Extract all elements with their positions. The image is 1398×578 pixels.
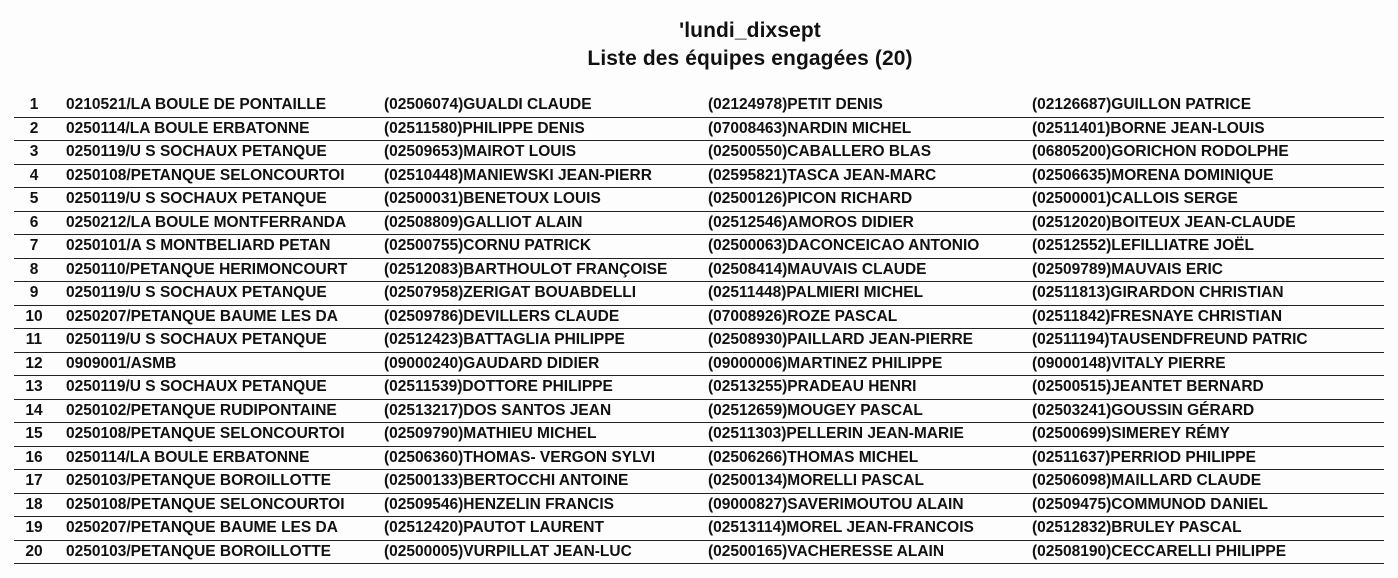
team-player-2: (02508414)MAUVAIS CLAUDE (708, 260, 927, 278)
team-club: 0250114/LA BOULE ERBATONNE (66, 119, 310, 137)
team-club: 0250101/A S MONTBELIARD PETAN (66, 237, 331, 254)
team-player-2: (07008463)NARDIN MICHEL (708, 119, 912, 137)
team-player-2: (02512546)AMOROS DIDIER (708, 213, 914, 231)
team-player-2: (07008926)ROZE PASCAL (708, 307, 898, 325)
team-player-1: (02509786)DEVILLERS CLAUDE (384, 307, 620, 325)
team-row (14, 447, 1384, 471)
team-row (14, 118, 1384, 142)
team-player-1: (02511539)DOTTORE PHILIPPE (384, 378, 613, 395)
team-player-1: (02512083)BARTHOULOT FRANÇOISE (384, 260, 668, 278)
teams-table (14, 94, 1384, 564)
team-player-2: (02500134)MORELLI PASCAL (708, 472, 924, 489)
team-row (14, 494, 1384, 518)
team-player-2: (02512659)MOUGEY PASCAL (708, 401, 923, 419)
team-number: 16 (25, 448, 43, 466)
team-row (14, 329, 1384, 353)
team-player-1: (02500133)BERTOCCHI ANTOINE (384, 472, 629, 489)
team-club: 0250207/PETANQUE BAUME LES DA (66, 307, 338, 325)
team-player-3: (02511401)BORNE JEAN-LOUIS (1032, 119, 1265, 137)
team-number: 2 (29, 119, 39, 137)
team-player-1: (02500031)BENETOUX LOUIS (384, 190, 601, 207)
team-row (14, 212, 1384, 236)
team-player-2: (09000006)MARTINEZ PHILIPPE (708, 354, 943, 372)
team-row (14, 400, 1384, 424)
team-player-1: (02513217)DOS SANTOS JEAN (384, 401, 612, 419)
team-player-3: (02511813)GIRARDON CHRISTIAN (1032, 284, 1284, 301)
team-number: 18 (25, 495, 43, 513)
team-number: 20 (25, 542, 43, 560)
team-player-3: (02511194)TAUSENDFREUND PATRIC (1032, 331, 1308, 348)
team-club: 0250108/PETANQUE SELONCOURTOI (66, 495, 345, 513)
team-club: 0250119/U S SOCHAUX PETANQUE (66, 190, 327, 207)
team-player-1: (02510448)MANIEWSKI JEAN-PIERR (384, 166, 652, 184)
team-club: 0250103/PETANQUE BOROILLOTTE (66, 472, 331, 489)
team-number: 8 (29, 260, 39, 278)
team-club: 0250212/LA BOULE MONTFERRANDA (66, 213, 347, 231)
team-club: 0250108/PETANQUE SELONCOURTOI (66, 425, 345, 442)
team-row (14, 141, 1384, 165)
team-player-3: (02508190)CECCARELLI PHILIPPE (1032, 542, 1287, 560)
team-row (14, 259, 1384, 283)
team-club: 0250119/U S SOCHAUX PETANQUE (66, 143, 327, 160)
team-player-3: (02512552)LEFILLIATRE JOËL (1032, 237, 1254, 254)
team-player-3: (02511842)FRESNAYE CHRISTIAN (1032, 307, 1283, 325)
team-club: 0250207/PETANQUE BAUME LES DA (66, 519, 338, 536)
team-player-3: (02506635)MORENA DOMINIQUE (1032, 166, 1274, 184)
team-player-3: (02509789)MAUVAIS ERIC (1032, 260, 1223, 278)
team-club: 0250114/LA BOULE ERBATONNE (66, 448, 310, 466)
team-number: 15 (25, 425, 43, 442)
team-player-1: (02512420)PAUTOT LAURENT (384, 519, 604, 536)
team-player-1: (02507958)ZERIGAT BOUABDELLI (384, 284, 637, 301)
team-player-3: (02512832)BRULEY PASCAL (1032, 519, 1242, 536)
team-player-1: (02509546)HENZELIN FRANCIS (384, 495, 614, 513)
team-club: 0250110/PETANQUE HERIMONCOURT (66, 260, 348, 278)
team-number: 19 (25, 519, 43, 536)
team-player-1: (02506074)GUALDI CLAUDE (384, 96, 592, 113)
team-row (14, 94, 1384, 118)
team-player-2: (09000827)SAVERIMOUTOU ALAIN (708, 495, 964, 513)
team-player-3: (02509475)COMMUNOD DANIEL (1032, 495, 1268, 513)
team-number: 17 (25, 472, 43, 489)
team-row (14, 353, 1384, 377)
team-player-3: (02506098)MAILLARD CLAUDE (1032, 472, 1262, 489)
team-club: 0250119/U S SOCHAUX PETANQUE (66, 284, 327, 301)
team-row (14, 188, 1384, 212)
team-row (14, 282, 1384, 306)
team-player-3: (02500699)SIMEREY RÉMY (1032, 425, 1230, 442)
document-title: 'lundi_dixsept (679, 19, 821, 42)
team-club: 0250119/U S SOCHAUX PETANQUE (66, 331, 327, 348)
team-player-3: (02500001)CALLOIS SERGE (1032, 190, 1238, 207)
team-club: 0250119/U S SOCHAUX PETANQUE (66, 378, 327, 395)
team-club: 0909001/ASMB (66, 354, 177, 372)
team-number: 11 (25, 331, 43, 348)
team-player-1: (02500755)CORNU PATRICK (384, 237, 592, 254)
team-row (14, 423, 1384, 447)
team-player-3: (02500515)JEANTET BERNARD (1032, 378, 1264, 395)
team-player-1: (02509790)MATHIEU MICHEL (384, 425, 597, 442)
team-number: 12 (25, 354, 43, 372)
team-player-1: (09000240)GAUDARD DIDIER (384, 354, 600, 372)
team-player-1: (02508809)GALLIOT ALAIN (384, 213, 583, 231)
team-number: 3 (29, 143, 39, 160)
team-player-3: (09000148)VITALY PIERRE (1032, 354, 1226, 372)
team-player-2: (02124978)PETIT DENIS (708, 96, 883, 113)
team-player-1: (02500005)VURPILLAT JEAN-LUC (384, 542, 632, 560)
team-row (14, 541, 1384, 565)
team-player-2: (02508930)PAILLARD JEAN-PIERRE (708, 331, 974, 348)
team-player-2: (02500550)CABALLERO BLAS (708, 143, 932, 160)
team-number: 4 (29, 166, 39, 184)
team-row (14, 376, 1384, 400)
team-player-2: (02500126)PICON RICHARD (708, 190, 913, 207)
team-player-2: (02513255)PRADEAU HENRI (708, 378, 917, 395)
team-player-1: (02509653)MAIROT LOUIS (384, 143, 577, 160)
team-club: 0250102/PETANQUE RUDIPONTAINE (66, 401, 337, 419)
team-row (14, 165, 1384, 189)
team-player-2: (02500165)VACHERESSE ALAIN (708, 542, 945, 560)
team-club: 0210521/LA BOULE DE PONTAILLE (66, 96, 327, 113)
team-player-3: (02126687)GUILLON PATRICE (1032, 96, 1252, 113)
team-number: 14 (25, 401, 43, 419)
team-player-3: (06805200)GORICHON RODOLPHE (1032, 143, 1289, 160)
team-row (14, 517, 1384, 541)
team-player-1: (02506360)THOMAS- VERGON SYLVI (384, 448, 656, 466)
team-player-2: (02506266)THOMAS MICHEL (708, 448, 919, 466)
team-club: 0250103/PETANQUE BOROILLOTTE (66, 542, 331, 560)
team-player-2: (02500063)DACONCEICAO ANTONIO (708, 237, 980, 254)
team-number: 1 (29, 96, 39, 113)
team-player-3: (02503241)GOUSSIN GÉRARD (1032, 401, 1255, 419)
team-number: 7 (29, 237, 39, 254)
team-player-1: (02511580)PHILIPPE DENIS (384, 119, 585, 137)
team-row (14, 306, 1384, 330)
team-number: 5 (29, 190, 39, 207)
team-number: 10 (25, 307, 43, 325)
team-row (14, 470, 1384, 494)
team-player-2: (02511448)PALMIERI MICHEL (708, 284, 924, 301)
team-player-3: (02512020)BOITEUX JEAN-CLAUDE (1032, 213, 1296, 231)
team-club: 0250108/PETANQUE SELONCOURTOI (66, 166, 345, 184)
document-subtitle: Liste des équipes engagées (20) (587, 47, 913, 70)
team-player-2: (02511303)PELLERIN JEAN-MARIE (708, 425, 964, 442)
team-number: 9 (29, 284, 39, 301)
team-number: 6 (29, 213, 39, 231)
team-player-3: (02511637)PERRIOD PHILIPPE (1032, 448, 1256, 466)
team-player-1: (02512423)BATTAGLIA PHILIPPE (384, 331, 625, 348)
team-player-2: (02595821)TASCA JEAN-MARC (708, 166, 937, 184)
team-number: 13 (25, 378, 43, 395)
team-player-2: (02513114)MOREL JEAN-FRANCOIS (708, 519, 974, 536)
team-row (14, 235, 1384, 259)
